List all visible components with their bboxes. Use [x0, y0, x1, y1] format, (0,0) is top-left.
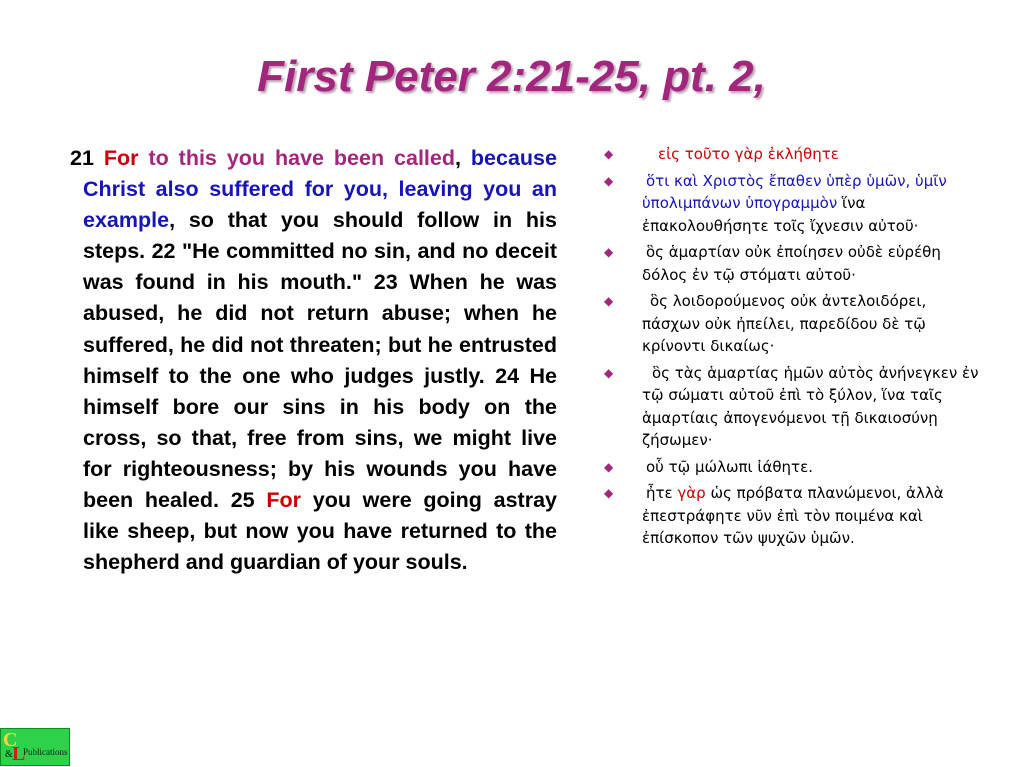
english-body-text: , so that you should follow in his steps. 22 "He committed no sin, and no deceit was found in his mouth." 23 When he was abused, he did not return abuse; when he suffered, he did not threaten; but he entrusted himself to the one who judges justly. 24 He himself bore our sins in his body on the cross, so that, free from sins, we might live for righteousness; by his wounds you have been healed. 25 — [83, 208, 557, 513]
diamond-bullet-icon: ◆ — [604, 486, 614, 500]
publisher-logo — [0, 728, 70, 766]
logo-ampersand: & — [5, 749, 13, 760]
greek-item-4-text: ὃς λοιδορούμενος οὐκ ἀντελοιδόρει, πάσχων οὐκ ἠπείλει, παρεδίδου δὲ τῷ κρίνοντι δικαίως· — [642, 292, 927, 355]
english-because-phrase: because Christ also suffered for you, leaving you an example — [83, 146, 557, 233]
greek-item-7-pre: ἦτε — [646, 484, 678, 502]
greek-item-3 — [604, 241, 984, 286]
english-closing-text: you were going astray like sheep, but now you have returned to the shepherd and guardian of your souls. — [83, 488, 557, 575]
verse-number: 21 — [70, 146, 94, 170]
english-comma: , — [455, 146, 461, 170]
greek-item-2-blue: ὅτι καὶ Χριστὸς ἔπαθεν ὑπὲρ ὑμῶν, ὑμῖν ὑπολιμπάνων ὑπογραμμὸν — [642, 171, 947, 212]
diamond-bullet-icon: ◆ — [604, 147, 614, 161]
greek-item-5 — [604, 362, 984, 452]
greek-item-1-gar: γὰρ — [734, 145, 763, 163]
diamond-bullet-icon: ◆ — [604, 245, 614, 259]
greek-item-4 — [604, 290, 984, 358]
english-for-1: For — [103, 146, 139, 170]
greek-item-5-text: ὃς τὰς ἁμαρτίας ἡμῶν αὐτὸς ἀνήνεγκεν ἐν τῷ σώματι αὐτοῦ ἐπὶ τὸ ξύλον, ἵνα ταῖς ἁμαρτίαις ἀπογενόμενοι τῇ δικαιοσύνῃ ζήσωμεν· — [642, 363, 979, 449]
english-text — [70, 143, 557, 578]
greek-item-7-post: ὡς πρόβατα πλανώμενοι, ἀλλὰ ἐπεστράφητε νῦν ἐπὶ τὸν ποιμένα καὶ ἐπίσκοπον τῶν ψυχῶν ὑμῶν. — [642, 484, 944, 547]
greek-item-6-text: οὗ τῷ μώλωπι ἰάθητε. — [646, 457, 813, 476]
diamond-bullet-icon: ◆ — [604, 459, 614, 474]
slide-title: First Peter 2:21-25, pt. 2, — [257, 52, 766, 101]
diamond-bullet-icon: ◆ — [604, 365, 614, 380]
english-verse-paragraph — [70, 143, 557, 578]
greek-item-1 — [604, 143, 984, 166]
greek-item-6 — [604, 456, 984, 479]
greek-item-3-text: ὃς ἁμαρτίαν οὐκ ἐποίησεν οὐδὲ εὑρέθη δόλος ἐν τῷ στόματι αὐτοῦ· — [642, 243, 941, 284]
english-called-phrase: to this you have been called — [148, 146, 455, 170]
greek-item-7 — [604, 482, 984, 550]
greek-item-1-post: ἐκλήθητε — [762, 145, 839, 163]
greek-item-2 — [604, 170, 984, 238]
logo-c-letter: C — [3, 729, 18, 751]
greek-item-1-pre: εἰς τοῦτο — [658, 145, 735, 163]
greek-item-2-post: ἵνα ἐπακολουθήσητε τοῖς ἴχνεσιν αὐτοῦ· — [642, 194, 919, 235]
logo-publications-text: Publications — [23, 747, 68, 757]
diamond-bullet-icon: ◆ — [604, 173, 614, 188]
english-for-2: For — [266, 488, 301, 513]
greek-item-7-gar: γὰρ — [677, 484, 706, 502]
logo-l-letter: L — [12, 743, 26, 765]
diamond-bullet-icon: ◆ — [604, 294, 614, 308]
greek-bullet-list — [604, 143, 984, 554]
